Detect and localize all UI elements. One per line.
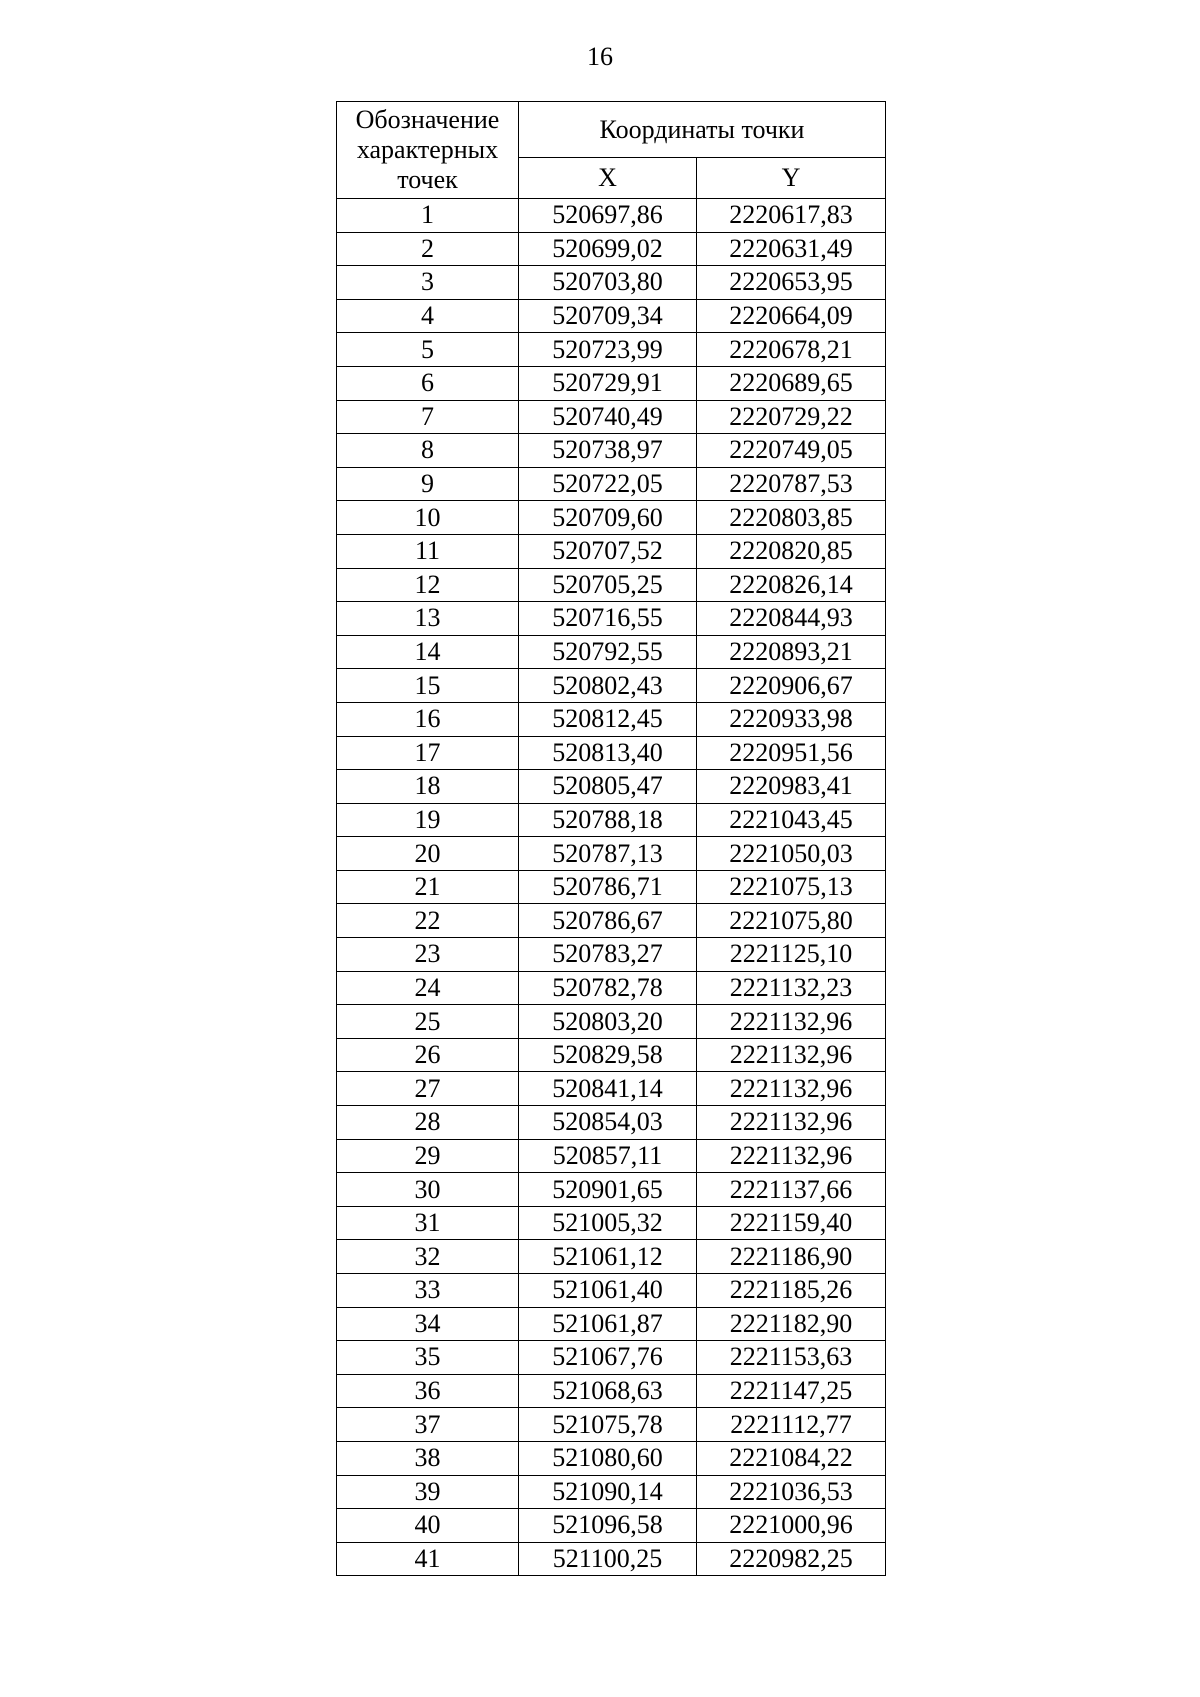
table-row: [337, 1038, 886, 1072]
x-coordinate-cell: 520716,55: [519, 602, 697, 636]
x-column-header: X: [519, 158, 697, 199]
table-row: [337, 870, 886, 904]
x-coordinate-cell: 520729,91: [519, 366, 697, 400]
x-coordinate-cell: 520857,11: [519, 1139, 697, 1173]
point-number-cell: 32: [337, 1240, 519, 1274]
x-coordinate-cell: 521100,25: [519, 1542, 697, 1576]
y-coordinate-cell: 2220933,98: [697, 702, 886, 736]
y-coordinate-cell: 2220844,93: [697, 602, 886, 636]
x-coordinate-cell: 520901,65: [519, 1173, 697, 1207]
y-coordinate-cell: 2221075,13: [697, 870, 886, 904]
y-coordinate-cell: 2220982,25: [697, 1542, 886, 1576]
y-coordinate-cell: 2220631,49: [697, 232, 886, 266]
table-row: [337, 568, 886, 602]
y-coordinate-cell: 2220664,09: [697, 299, 886, 333]
point-number-cell: 4: [337, 299, 519, 333]
table-row: [337, 736, 886, 770]
y-coordinate-cell: 2221186,90: [697, 1240, 886, 1274]
table-row: [337, 534, 886, 568]
x-coordinate-cell: 521005,32: [519, 1206, 697, 1240]
designation-header-line-3: точек: [397, 165, 458, 194]
point-number-cell: 17: [337, 736, 519, 770]
table-row: [337, 199, 886, 233]
y-coordinate-cell: 2221132,96: [697, 1106, 886, 1140]
x-coordinate-cell: 521061,12: [519, 1240, 697, 1274]
point-number-cell: 18: [337, 770, 519, 804]
table-row: [337, 803, 886, 837]
x-coordinate-cell: 521075,78: [519, 1408, 697, 1442]
designation-header-line-1: Обозначение: [355, 105, 500, 134]
point-number-cell: 20: [337, 837, 519, 871]
y-column-header: Y: [697, 158, 886, 199]
y-coordinate-cell: 2221137,66: [697, 1173, 886, 1207]
table-row: [337, 1173, 886, 1207]
point-number-cell: 40: [337, 1509, 519, 1543]
point-number-cell: 12: [337, 568, 519, 602]
point-number-cell: 8: [337, 434, 519, 468]
x-coordinate-cell: 520841,14: [519, 1072, 697, 1106]
table-row: [337, 602, 886, 636]
y-coordinate-cell: 2221153,63: [697, 1341, 886, 1375]
y-coordinate-cell: 2220983,41: [697, 770, 886, 804]
x-coordinate-cell: 520792,55: [519, 635, 697, 669]
point-number-cell: 29: [337, 1139, 519, 1173]
point-number-cell: 1: [337, 199, 519, 233]
y-coordinate-cell: 2220820,85: [697, 534, 886, 568]
point-number-cell: 37: [337, 1408, 519, 1442]
table-body: [337, 199, 886, 1576]
y-coordinate-cell: 2220893,21: [697, 635, 886, 669]
table-row: [337, 333, 886, 367]
table-row: [337, 1139, 886, 1173]
x-coordinate-cell: 520787,13: [519, 837, 697, 871]
x-coordinate-cell: 520813,40: [519, 736, 697, 770]
point-number-cell: 11: [337, 534, 519, 568]
table-row: [337, 971, 886, 1005]
point-number-cell: 31: [337, 1206, 519, 1240]
y-coordinate-cell: 2221132,23: [697, 971, 886, 1005]
point-number-cell: 38: [337, 1441, 519, 1475]
table-row: [337, 366, 886, 400]
y-coordinate-cell: 2221036,53: [697, 1475, 886, 1509]
table-row: [337, 299, 886, 333]
table-row: [337, 938, 886, 972]
y-coordinate-cell: 2221075,80: [697, 904, 886, 938]
point-number-cell: 3: [337, 266, 519, 300]
table-row: [337, 434, 886, 468]
y-coordinate-cell: 2221147,25: [697, 1374, 886, 1408]
table-row: [337, 1072, 886, 1106]
y-coordinate-cell: 2220749,05: [697, 434, 886, 468]
y-coordinate-cell: 2220678,21: [697, 333, 886, 367]
y-coordinate-cell: 2220951,56: [697, 736, 886, 770]
table-header: [337, 102, 886, 199]
x-coordinate-cell: 520829,58: [519, 1038, 697, 1072]
y-coordinate-cell: 2220803,85: [697, 501, 886, 535]
x-coordinate-cell: 520709,60: [519, 501, 697, 535]
point-number-cell: 13: [337, 602, 519, 636]
x-coordinate-cell: 520697,86: [519, 199, 697, 233]
table-row: [337, 1005, 886, 1039]
table-row: [337, 1307, 886, 1341]
point-number-cell: 5: [337, 333, 519, 367]
x-coordinate-cell: 520699,02: [519, 232, 697, 266]
x-coordinate-cell: 521067,76: [519, 1341, 697, 1375]
y-coordinate-cell: 2221112,77: [697, 1408, 886, 1442]
x-coordinate-cell: 520854,03: [519, 1106, 697, 1140]
point-number-cell: 6: [337, 366, 519, 400]
point-number-cell: 23: [337, 938, 519, 972]
point-number-cell: 9: [337, 467, 519, 501]
x-coordinate-cell: 520803,20: [519, 1005, 697, 1039]
point-number-cell: 25: [337, 1005, 519, 1039]
y-coordinate-cell: 2220617,83: [697, 199, 886, 233]
table-row: [337, 501, 886, 535]
point-number-cell: 7: [337, 400, 519, 434]
page-number: 16: [587, 42, 613, 71]
table-row: [337, 635, 886, 669]
point-number-cell: 35: [337, 1341, 519, 1375]
x-coordinate-cell: 520812,45: [519, 702, 697, 736]
x-coordinate-cell: 520722,05: [519, 467, 697, 501]
table-row: [337, 702, 886, 736]
y-coordinate-cell: 2220826,14: [697, 568, 886, 602]
x-coordinate-cell: 521068,63: [519, 1374, 697, 1408]
y-coordinate-cell: 2220653,95: [697, 266, 886, 300]
x-coordinate-cell: 520705,25: [519, 568, 697, 602]
table-row: [337, 1509, 886, 1543]
y-coordinate-cell: 2221132,96: [697, 1139, 886, 1173]
x-coordinate-cell: 520738,97: [519, 434, 697, 468]
point-number-cell: 34: [337, 1307, 519, 1341]
x-coordinate-cell: 520786,67: [519, 904, 697, 938]
point-number-cell: 19: [337, 803, 519, 837]
x-coordinate-cell: 520707,52: [519, 534, 697, 568]
x-coordinate-cell: 521061,40: [519, 1274, 697, 1308]
x-coordinate-cell: 520782,78: [519, 971, 697, 1005]
x-coordinate-cell: 520709,34: [519, 299, 697, 333]
x-coordinate-cell: 520723,99: [519, 333, 697, 367]
table-row: [337, 770, 886, 804]
x-coordinate-cell: 520703,80: [519, 266, 697, 300]
point-number-cell: 24: [337, 971, 519, 1005]
x-coordinate-cell: 520802,43: [519, 669, 697, 703]
x-coordinate-cell: 520805,47: [519, 770, 697, 804]
point-number-cell: 2: [337, 232, 519, 266]
point-number-cell: 41: [337, 1542, 519, 1576]
point-number-cell: 27: [337, 1072, 519, 1106]
y-coordinate-cell: 2221084,22: [697, 1441, 886, 1475]
y-coordinate-cell: 2221050,03: [697, 837, 886, 871]
table-row: [337, 1341, 886, 1375]
y-coordinate-cell: 2220906,67: [697, 669, 886, 703]
x-coordinate-cell: 521090,14: [519, 1475, 697, 1509]
table-row: [337, 1106, 886, 1140]
y-coordinate-cell: 2221043,45: [697, 803, 886, 837]
point-number-cell: 36: [337, 1374, 519, 1408]
table-row: [337, 1274, 886, 1308]
x-coordinate-cell: 520783,27: [519, 938, 697, 972]
designation-header-line-2: характерных: [356, 135, 499, 164]
point-number-cell: 15: [337, 669, 519, 703]
y-coordinate-cell: 2221159,40: [697, 1206, 886, 1240]
point-number-cell: 16: [337, 702, 519, 736]
table-row: [337, 837, 886, 871]
point-number-cell: 10: [337, 501, 519, 535]
point-number-cell: 30: [337, 1173, 519, 1207]
table-row: [337, 266, 886, 300]
x-coordinate-cell: 521096,58: [519, 1509, 697, 1543]
coordinates-table: [336, 101, 886, 1576]
table-row: [337, 232, 886, 266]
y-coordinate-cell: 2221000,96: [697, 1509, 886, 1543]
point-number-cell: 39: [337, 1475, 519, 1509]
y-coordinate-cell: 2220787,53: [697, 467, 886, 501]
x-coordinate-cell: 521061,87: [519, 1307, 697, 1341]
y-coordinate-cell: 2220729,22: [697, 400, 886, 434]
point-number-cell: 28: [337, 1106, 519, 1140]
table-row: [337, 1441, 886, 1475]
x-coordinate-cell: 521080,60: [519, 1441, 697, 1475]
table-row: [337, 467, 886, 501]
y-coordinate-cell: 2221132,96: [697, 1072, 886, 1106]
table-row: [337, 669, 886, 703]
y-coordinate-cell: 2221132,96: [697, 1038, 886, 1072]
y-coordinate-cell: 2221182,90: [697, 1307, 886, 1341]
y-coordinate-cell: 2221185,26: [697, 1274, 886, 1308]
x-coordinate-cell: 520788,18: [519, 803, 697, 837]
table-row: [337, 1475, 886, 1509]
designation-header: [337, 102, 519, 199]
table-row: [337, 1374, 886, 1408]
point-number-cell: 21: [337, 870, 519, 904]
point-number-cell: 14: [337, 635, 519, 669]
table-row: [337, 1408, 886, 1442]
x-coordinate-cell: 520740,49: [519, 400, 697, 434]
point-number-cell: 33: [337, 1274, 519, 1308]
x-coordinate-cell: 520786,71: [519, 870, 697, 904]
y-coordinate-cell: 2221125,10: [697, 938, 886, 972]
point-number-cell: 22: [337, 904, 519, 938]
y-coordinate-cell: 2220689,65: [697, 366, 886, 400]
table-row: [337, 1206, 886, 1240]
table-row: [337, 400, 886, 434]
y-coordinate-cell: 2221132,96: [697, 1005, 886, 1039]
table-row: [337, 904, 886, 938]
coordinates-header: Координаты точки: [519, 102, 886, 158]
table-row: [337, 1240, 886, 1274]
table-row: [337, 1542, 886, 1576]
point-number-cell: 26: [337, 1038, 519, 1072]
